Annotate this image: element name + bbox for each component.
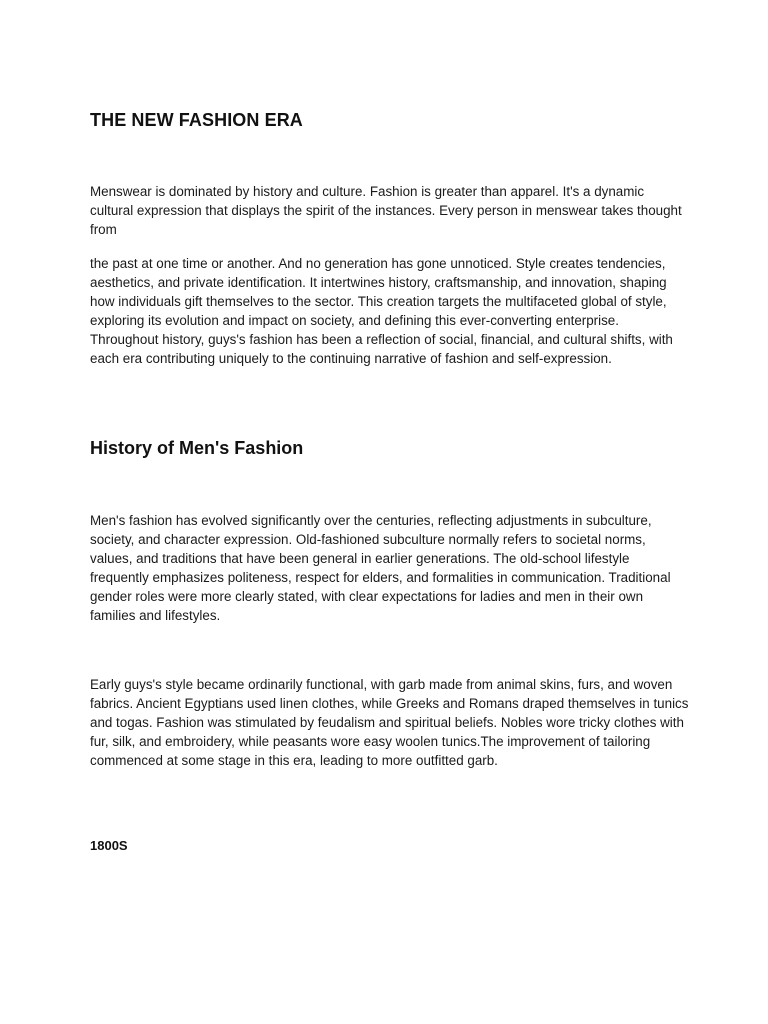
intro-paragraph-1: Menswear is dominated by history and culture. Fashion is greater than apparel. It's a dynamic cultural expression that displays the spirit of the instances. Every person in menswear takes thought from: [90, 184, 682, 237]
history-paragraph-1: Men's fashion has evolved significantly over the centuries, reflecting adjustments in subculture, society, and character expression. Old-fashioned subculture normally refers to societal norms, values, and traditions that have been general in earlier generations. The old-school lifestyle frequently emphasizes politeness, respect for elders, and formalities in communication. Traditional gender roles were more clearly stated, with clear expectations for ladies and men in their own families and lifestyles.: [90, 513, 671, 623]
section-heading: History of Men's Fashion: [90, 438, 304, 458]
page-title: THE NEW FASHION ERA: [90, 110, 303, 130]
history-paragraph-2: Early guys's style became ordinarily functional, with garb made from animal skins, furs, and woven fabrics. Ancient Egyptians used linen clothes, while Greeks and Romans draped themselves in tunics and togas. Fashion was stimulated by feudalism and spiritual beliefs. Nobles wore tricky clothes with fur, silk, and embroidery, while peasants wore easy woolen tunics.The improvement of tailoring commenced at some stage in this era, leading to more outfitted garb.: [90, 677, 689, 768]
intro-paragraph-2: the past at one time or another. And no generation has gone unnoticed. Style creates tendencies, aesthetics, and private identification. It intertwines history, craftsmanship, and innovation, shaping how individuals gift themselves to the sector. This creation targets the multifaceted global of style, exploring its evolution and impact on society, and defining this ever-converting enterprise. Throughout history, guys's fashion has been a reflection of social, financial, and cultural shifts, with each era contributing uniquely to the continuing narrative of fashion and self-expression.: [90, 256, 673, 366]
subsection-heading: 1800S: [90, 838, 128, 853]
